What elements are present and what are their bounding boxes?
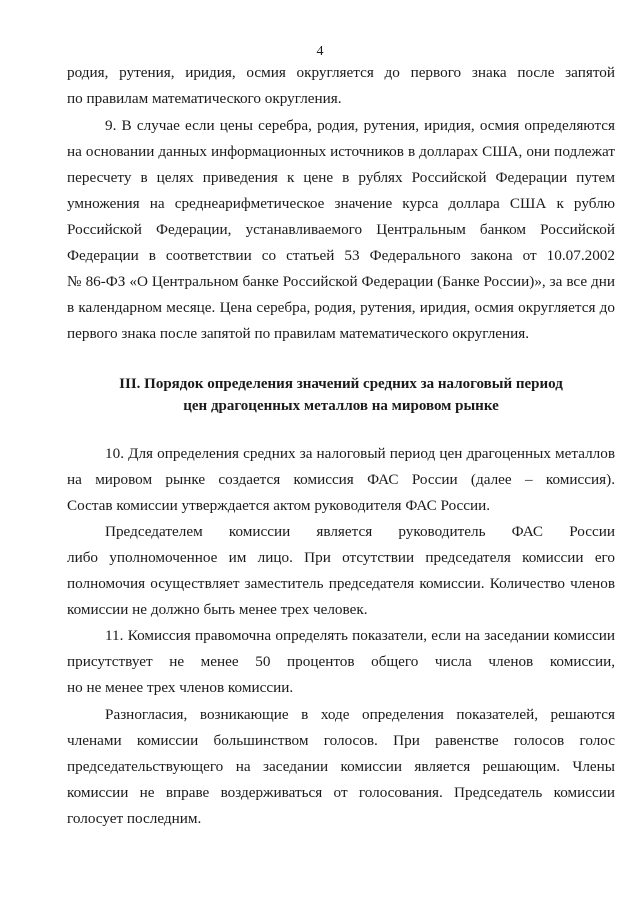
paragraph-chairman <box>67 519 615 623</box>
text-line: 10. Для определения средних за налоговый период цен драгоценных металлов <box>105 445 615 462</box>
text-line: первого знака после запятой по правилам математического округления. <box>67 325 530 342</box>
paragraph-disagreements <box>67 702 615 832</box>
section-heading <box>67 373 615 417</box>
paragraph-10 <box>67 441 615 519</box>
text-line: комиссии не вправе воздерживаться от голосования. Председатель комиссии <box>67 784 615 801</box>
text-line: но не менее трех членов комиссии. <box>67 679 294 696</box>
text-line: либо уполномоченное им лицо. При отсутствии председателя комиссии его <box>67 549 615 566</box>
text-line: голосует последним. <box>67 810 202 827</box>
text-line: Председателем комиссии является руководитель ФАС России <box>105 523 615 540</box>
text-line: 11. Комиссия правомочна определять показатели, если на заседании комиссии <box>105 627 615 644</box>
paragraph-continuation <box>67 60 615 112</box>
heading-line: цен драгоценных металлов на мировом рынке <box>183 398 499 414</box>
text-line: 9. В случае если цены серебра, родия, рутения, иридия, осмия определяются <box>105 117 615 134</box>
text-line: умножения на среднеарифметическое значение курса доллара США к рублю <box>67 195 615 212</box>
paragraph-9 <box>67 113 615 347</box>
text-line: пересчету в целях приведения к цене в рублях Российской Федерации путем <box>67 169 615 186</box>
text-line: № 86-ФЗ «О Центральном банке Российской Федерации (Банке России)», за все дни <box>67 273 615 290</box>
text-line: на мировом рынке создается комиссия ФАС России (далее – комиссия). <box>67 471 615 488</box>
paragraph-11 <box>67 623 615 701</box>
text-line: Разногласия, возникающие в ходе определения показателей, решаются <box>105 706 615 723</box>
text-line: членами комиссии большинством голосов. При равенстве голосов голос <box>67 732 615 749</box>
text-line: присутствует не менее 50 процентов общего числа членов комиссии, <box>67 653 615 670</box>
text-line: Состав комиссии утверждается актом руководителя ФАС России. <box>67 497 491 514</box>
text-line: полномочия осуществляет заместитель председателя комиссии. Количество членов <box>67 575 615 592</box>
text-line: комиссии не должно быть менее трех человек. <box>67 601 368 618</box>
text-line: Федерации в соответствии со статьей 53 Федерального закона от 10.07.2002 <box>67 247 615 264</box>
text-line: по правилам математического округления. <box>67 90 342 107</box>
text-line: председательствующего на заседании комиссии является решающим. Члены <box>67 758 615 775</box>
text-line: родия, рутения, иридия, осмия округляется до первого знака после запятой <box>67 64 615 81</box>
text-line: в календарном месяце. Цена серебра, родия, рутения, иридия, осмия округляется до <box>67 299 615 316</box>
page-number: 4 <box>316 44 324 59</box>
text-line: Российской Федерации, устанавливаемого Центральным банком Российской <box>67 221 615 238</box>
text-line: на основании данных информационных источников в долларах США, они подлежат <box>67 143 615 160</box>
heading-line: III. Порядок определения значений средних за налоговый период <box>119 376 563 392</box>
